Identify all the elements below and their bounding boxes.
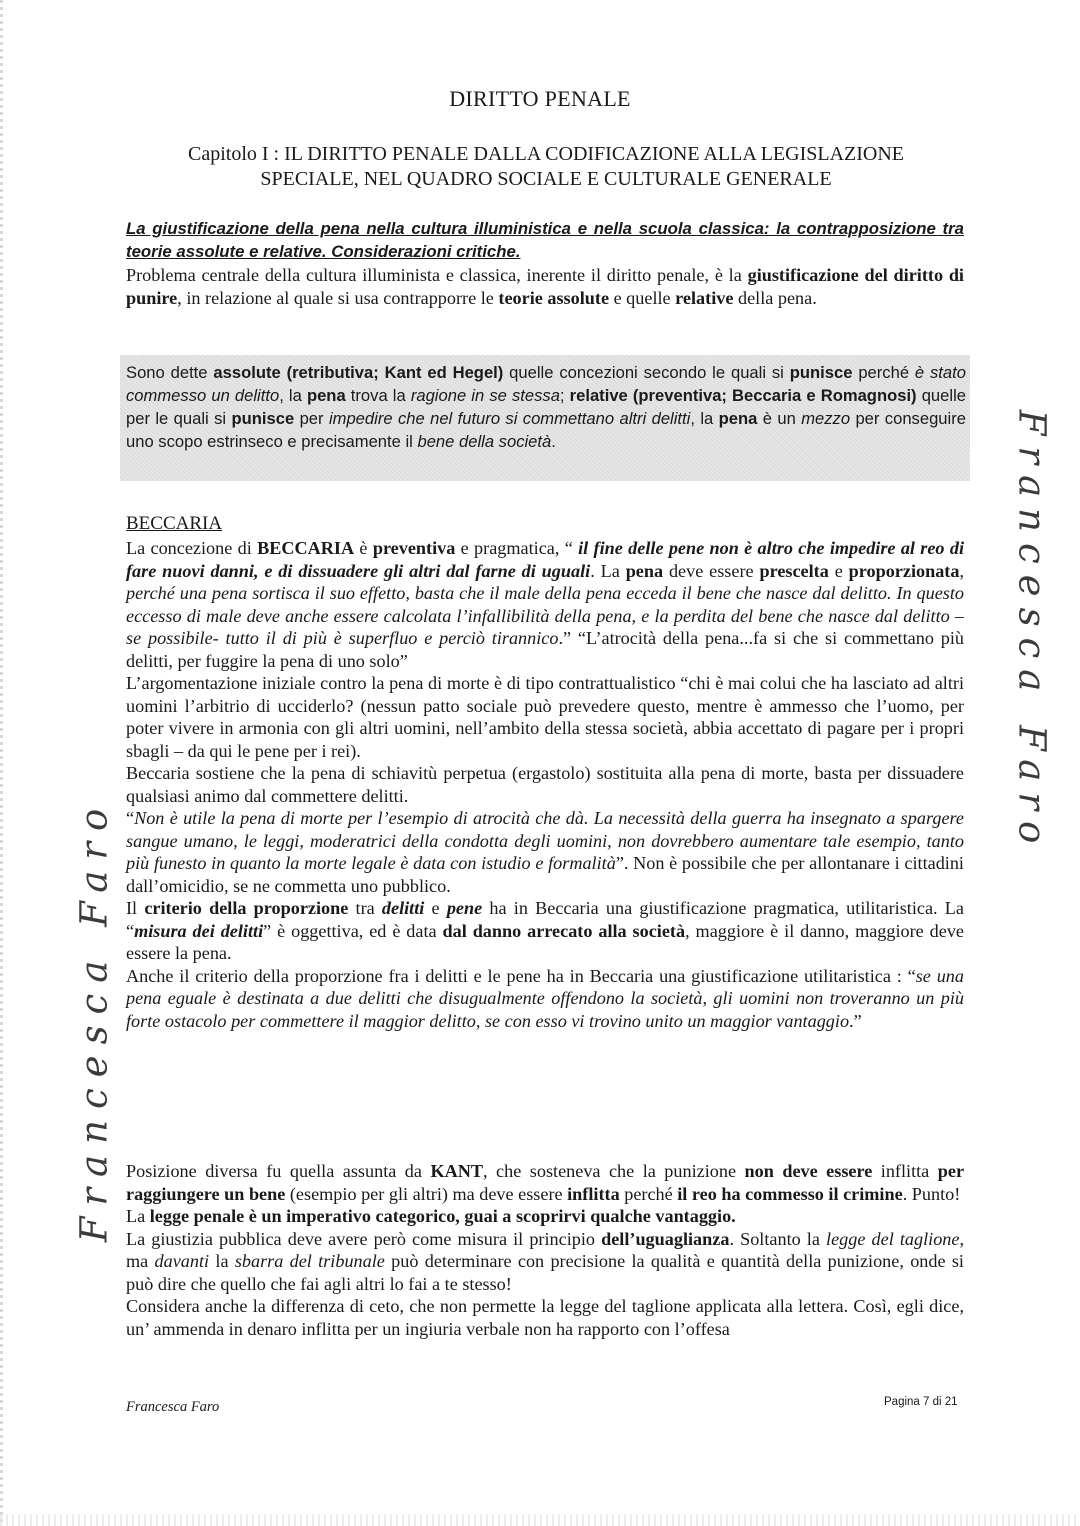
text-run: per: [294, 409, 329, 428]
intro-paragraph: [126, 264, 964, 309]
text-run: delitti: [381, 898, 425, 918]
text-run: . Punto!: [902, 1183, 961, 1204]
watermark-left: Francesca Faro: [72, 797, 116, 1243]
text-run: e: [828, 560, 849, 581]
text-run: . Soltanto la: [729, 1228, 827, 1249]
text-run: per raggiungere un bene: [126, 1161, 965, 1204]
paragraph-utilitarian: [126, 965, 964, 1033]
text-run: proporzionata: [848, 560, 960, 581]
text-run: La giustizia pubblica deve avere però come misura il principio: [126, 1228, 602, 1249]
highlighted-paragraph: [126, 361, 966, 453]
text-run: ,: [959, 560, 964, 581]
text-run: è: [354, 538, 373, 558]
text-run: pena: [718, 409, 758, 428]
page-title: DIRITTO PENALE: [449, 86, 631, 111]
text-run: trova la: [345, 386, 411, 405]
text-run: Anche il criterio della proporzione fra i delitti e le pene ha in Beccaria una giustificazione utilitaristica : “: [126, 965, 916, 986]
text-run: perché una pena sortisca il suo effetto, basta che il male della pena ecceda il bene che nasce dal delitto. In questo eccesso di male deve anche essere calcolata l’infallibilità della pena, e la perdita del bene che nasce dal delitto – se possibile- tutto il di più è superfluo e perciò tirannico: [126, 583, 964, 648]
beccaria-section: [126, 537, 964, 1032]
text-run: ragione in se stessa: [410, 386, 560, 405]
text-run: La: [126, 1206, 150, 1226]
paragraph-beccaria-concept: [126, 537, 964, 672]
text-run: il fine delle pene non è altro che impedire al reo di fare nuovi danni, e di dissuadere gli altri dal farne di uguali: [126, 538, 964, 581]
text-run: , che sosteneva che la punizione: [483, 1161, 745, 1181]
text-run: bene della società: [417, 432, 552, 451]
text-run: e: [424, 898, 447, 918]
text-run: Considera anche la differenza di ceto, che non permette la legge del taglione applicata alla lettera. Così, egli dice, un’ ammenda in denaro inflitta per un ingiuria verbale non ha rapporto con l’offesa: [126, 1296, 964, 1339]
text-run: .: [551, 432, 556, 451]
paragraph-categorical-imperative: [126, 1205, 964, 1228]
text-run: per conseguire uno scopo estrinseco e precisamente il: [126, 409, 966, 451]
text-run: sbarra del tribunale: [234, 1251, 385, 1271]
text-run: dal danno arrecato alla società: [442, 920, 686, 941]
text-run: giustificazione del diritto di punire: [126, 265, 964, 308]
text-run: .”: [849, 1010, 862, 1031]
text-run: criterio della proporzione: [144, 898, 349, 918]
intro-text: [126, 264, 964, 309]
text-run: perché: [852, 363, 915, 382]
text-run: pena: [625, 560, 664, 581]
text-run: , la: [279, 386, 307, 405]
text-run: non deve essere: [744, 1161, 873, 1181]
text-run: BECCARIA: [257, 538, 355, 558]
text-run: può determinare con precisione la qualità e quantità della punizione, onde si può dire che quello che fai agli altri lo fai a te stesso!: [126, 1251, 964, 1294]
footer-author: Francesca Faro: [126, 1399, 220, 1415]
text-run: punisce: [789, 363, 853, 382]
chapter-heading-line-1: Capitolo I : IL DIRITTO PENALE DALLA CODIFICAZIONE ALLA LEGISLAZIONE: [187, 143, 905, 165]
text-run: legge penale è un imperativo categorico, guai a scoprirvi qualche vantaggio.: [149, 1206, 736, 1226]
text-run: . La: [590, 560, 626, 581]
paragraph-proportion: [126, 897, 964, 965]
text-run: ”. Non è possibile che per allontanare i cittadini dall’omicidio, se ne commetta uno pubblico.: [126, 853, 964, 896]
text-run: quelle per le quali si: [126, 386, 966, 428]
text-run: pene: [446, 898, 483, 918]
paragraph-social-class: [126, 1295, 964, 1340]
text-run: e quelle: [609, 287, 676, 308]
text-run: assolute (retributiva; Kant ed Hegel): [213, 363, 504, 382]
text-run: KANT: [430, 1161, 484, 1181]
text-run: quelle concezioni secondo le quali si: [503, 363, 790, 382]
text-run: relative (preventiva; Beccaria e Romagnosi): [569, 386, 917, 405]
text-run: punisce: [231, 409, 295, 428]
text-run: la: [209, 1251, 235, 1271]
text-run: inflitta: [567, 1183, 620, 1204]
paragraph-kant-position: [126, 1160, 964, 1205]
text-run: relative: [675, 287, 734, 308]
text-run: il reo ha commesso il crimine: [677, 1183, 903, 1204]
chapter-heading-line-2: SPECIALE, NEL QUADRO SOCIALE E CULTURALE GENERALE: [260, 168, 832, 190]
text-run: misura dei delitti: [134, 920, 264, 941]
text-run: (esempio per gli altri) ma deve essere: [285, 1183, 568, 1204]
paragraph-ergastolo: [126, 762, 964, 807]
text-run: pena: [306, 386, 346, 405]
text-run: davanti: [154, 1251, 210, 1271]
text-run: ;: [559, 386, 570, 405]
text-run: .” “L’atrocità della pena...fa si che si commettano più delitti, per fuggire la pena di uno solo”: [126, 628, 964, 671]
text-run: ha in Beccaria una giustificazione pragmatica, utilitaristica. La “: [126, 898, 964, 941]
beccaria-heading: BECCARIA: [126, 513, 223, 534]
page-number: Pagina 7 di 21: [884, 1396, 958, 1408]
text-run: teorie assolute: [498, 287, 610, 308]
text-run: , in relazione al quale si usa contrapporre le: [177, 287, 499, 308]
text-run: impedire che nel futuro si commettano altri delitti: [328, 409, 691, 428]
paragraph-death-penalty: [126, 672, 964, 762]
watermark-right: Francesca Faro: [1010, 409, 1054, 855]
text-run: è stato commesso un delitto: [126, 363, 966, 405]
text-run: preventiva: [372, 538, 456, 558]
text-run: deve essere: [663, 560, 760, 581]
text-run: , la: [690, 409, 719, 428]
text-run: ” è oggettiva, ed è data: [263, 920, 443, 941]
text-run: , ma: [126, 1228, 965, 1271]
chapter-heading: [126, 142, 966, 192]
text-run: L’argomentazione iniziale contro la pena di morte è di tipo contrattualistico “chi è mai colui che ha lasciato ad altri uomini l’arbitrio di ucciderlo? (nessun patto sociale può prevedere questo, mentre è ammesso che l’uomo, per poter vivere in armonia con gli altri uomini, nell’ambito della stessa società, abbia accettato di pagare per i propri sbagli – da qui le pene per i rei).: [126, 673, 964, 761]
text-run: legge del taglione: [826, 1228, 960, 1249]
text-run: La concezione di: [126, 538, 258, 558]
text-run: Sono dette: [126, 363, 214, 382]
text-run: Beccaria sostiene che la pena di schiavitù perpetua (ergastolo) sostituita alla pena di morte, basta per dissuadere qualsiasi animo dal commettere delitti.: [126, 763, 964, 806]
text-run: prescelta: [759, 560, 829, 581]
text-run: perché: [619, 1183, 678, 1204]
text-run: “: [126, 808, 135, 828]
text-run: della pena.: [733, 287, 817, 308]
kant-section: [126, 1160, 964, 1340]
text-run: Non è utile la pena di morte per l’esempio di atrocità che dà. La necessità della guerra ha insegnato a spargere sangue umano, le leggi, moderatrici della condotta degli uomini, non dovrebbero aumentare tale esempio, tanto più funesto in quanto la morte legale è data con istudio e formalità: [126, 808, 964, 873]
text-run: è un: [757, 409, 802, 428]
text-run: inflitta: [872, 1161, 938, 1181]
text-run: se una pena eguale è destinata a due delitti che disugualmente offendono la società, gli uomini non troveranno un più forte ostacolo per commettere il maggior delitto, se con esso vi trovino unito un maggior vantaggio: [126, 965, 964, 1031]
text-run: dell’uguaglianza: [601, 1228, 730, 1249]
section-heading: La giustificazione della pena nella cultura illuministica e nella scuola classica: la contrapposizione tra teorie assolute e relative. Considerazioni critiche.: [126, 219, 964, 261]
paragraph-quote-atrocity: [126, 807, 964, 897]
paragraph-equality: [126, 1228, 964, 1296]
text-run: mezzo: [801, 409, 851, 428]
text-run: , maggiore è il danno, maggiore deve essere la pena.: [126, 920, 964, 963]
text-run: Problema centrale della cultura illuminista e classica, inerente il diritto penale, è la: [126, 265, 748, 285]
text-run: tra: [348, 898, 382, 918]
text-run: Il: [126, 898, 145, 918]
text-run: Posizione diversa fu quella assunta da: [126, 1161, 431, 1181]
text-run: e pragmatica, “: [455, 538, 579, 558]
